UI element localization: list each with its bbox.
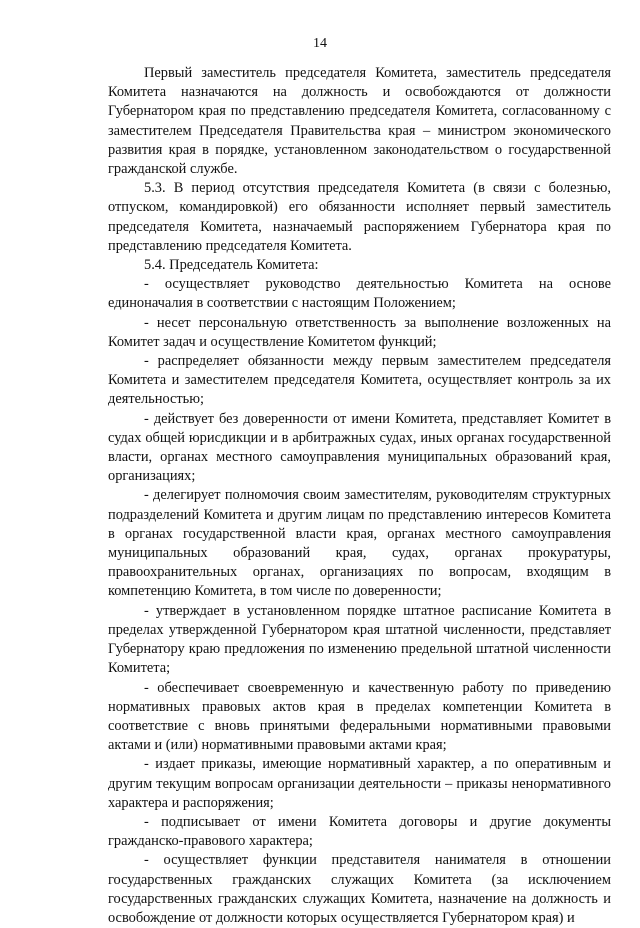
list-item: - несет персональную ответственность за выполнение возложенных на Комитет задач и осуществление Комитетом функций; [108,314,611,350]
list-item: - осуществляет функции представителя нанимателя в отношении государственных гражданских служащих Комитета (за исключением государственных гражданских служащих Комитета, назначение на должность и освобождение от должности которых осуществляется Губернатором края) и [108,852,611,926]
list-item: - утверждает в установленном порядке штатное расписание Комитета в пределах утвержденной Губернатором края штатной численности, представляет Губернатору краю предложения по изменению предельной штатной численности Комитета; [108,602,611,677]
list-item: - издает приказы, имеющие нормативный характер, а по оперативным и другим текущим вопросам организации деятельности – приказы ненормативного характера и распоряжения; [108,756,611,811]
document-body [108,64,611,928]
list-item: - делегирует полномочия своим заместителям, руководителям структурных подразделений Комитета и другим лицам по представлению интересов Комитета в органах государственной власти края, органах местного самоуправления муниципальных образований края, судах, органах прокуратуры, правоохранительных органах, организациях по вопросам, входящим в компетенцию Комитета, в том числе по доверенности; [108,487,611,600]
list-item: - подписывает от имени Комитета договоры и другие документы гражданско-правового характера; [108,813,611,850]
paragraph: 5.4. Председатель Комитета: [144,257,319,274]
paragraph: 5.3. В период отсутствия председателя Комитета (в связи с болезнью, отпуском, командировкой) его обязанности исполняет первый заместитель председателя Комитета, назначаемый распоряжением Губернатора края по представлению председателя Комитета. [108,180,611,254]
list-item: - действует без доверенности от имени Комитета, представляет Комитет в судах общей юрисдикции и в арбитражных судах, иных органах государственной власти, органах местного самоуправления муниципальных образований края, организациях; [108,410,611,485]
paragraph: Первый заместитель председателя Комитета, заместитель председателя Комитета назначаются на должность и освобождаются от должности Губернатором края по представлению председателя Комитета, согласованному с заместителем Председателя Правительства края – министром экономического развития края в порядке, установленном законодательством о государственной гражданской службе. [108,65,611,178]
page-number: 14 [313,36,327,51]
list-item: - распределяет обязанности между первым заместителем председателя Комитета и заместителем председателя Комитета, осуществляет контроль за их деятельностью; [108,353,611,408]
list-item: - обеспечивает своевременную и качественную работу по приведению нормативных правовых актов края в пределах компетенции Комитета в соответствие с вновь принятыми федеральными нормативными правовыми актами и (или) нормативными правовыми актами края; [108,679,611,754]
list-item: - осуществляет руководство деятельностью Комитета на основе единоначалия в соответствии с настоящим Положением; [108,276,611,312]
